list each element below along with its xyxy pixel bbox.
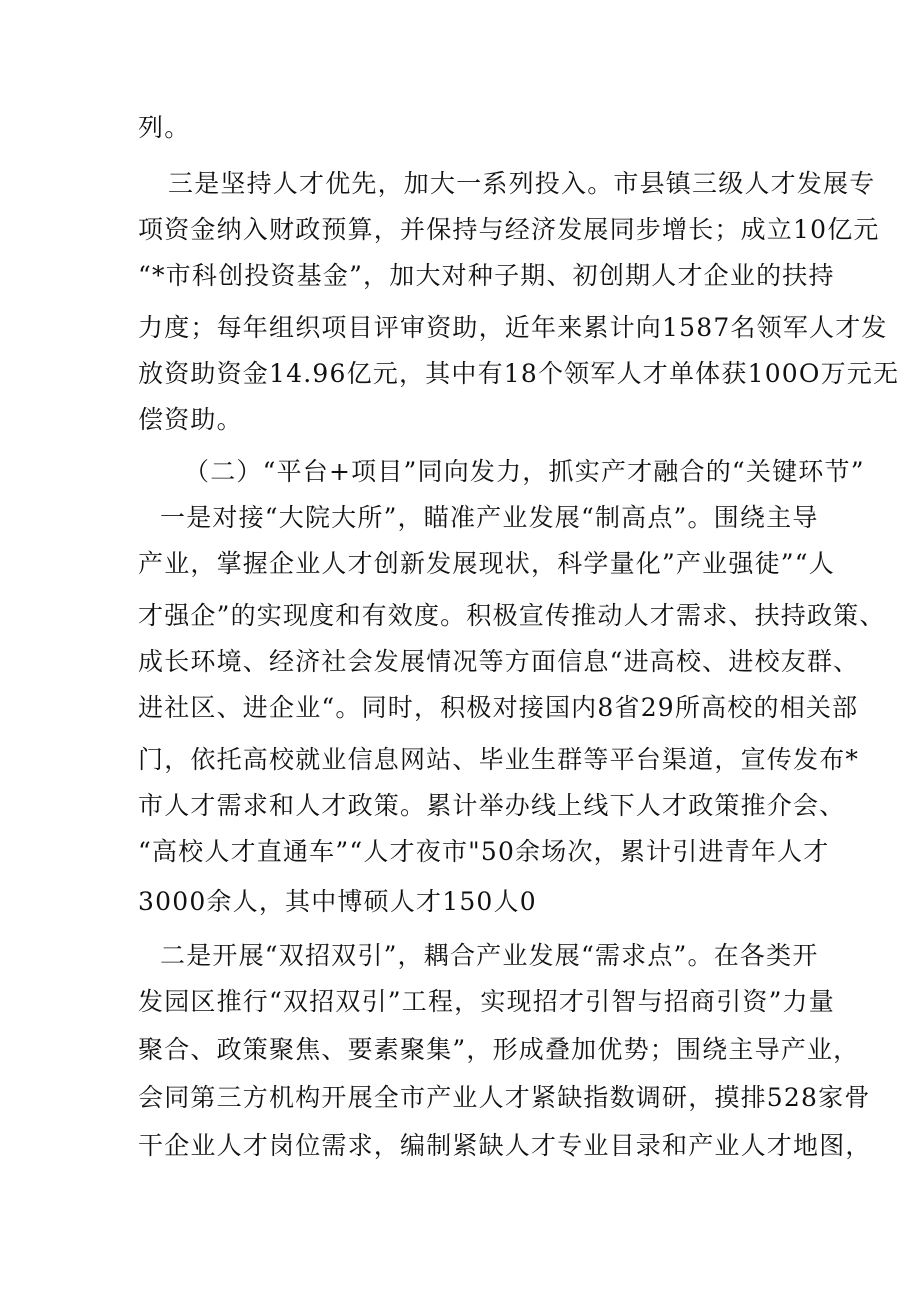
- text-line-14: 门，依托高校就业信息网站、毕业生群等平台渠道，宣传发布*: [138, 745, 860, 774]
- text-line-15: 市人才需求和人才政策。累计举办线上线下人才政策推介会、: [138, 791, 846, 820]
- text-line-13: 进社区、进企业“。同时，积极对接国内8省29所高校的相关部: [138, 693, 859, 722]
- text-line-11: 才强企”的实现度和有效度。积极宣传推动人才需求、扶持政策、: [138, 601, 886, 630]
- text-line-17: 3000余人，其中博硕人才150人0: [138, 887, 537, 916]
- text-line-20: 聚合、政策聚焦、要素聚集”，形成叠加优势；围绕主导产业，: [138, 1035, 860, 1064]
- text-line-16: “高校人才直通车”“人才夜市"50余场次，累计引进青年人才: [138, 837, 830, 866]
- text-line-2: 三是坚持人才优先，加大一系列投入。市县镇三级人才发展专: [168, 169, 876, 198]
- text-line-6: 放资助资金14.96亿元，其中有18个领军人才单体获100O万元无: [138, 359, 900, 388]
- text-line-3: 项资金纳入财政预算，并保持与经济发展同步增长；成立10亿元: [138, 215, 880, 244]
- text-line-22: 干企业人才岗位需求，编制紧缺人才专业目录和产业人才地图，: [138, 1131, 872, 1160]
- text-line-18: 二是开展“双招双引”，耦合产业发展“需求点”。在各类开: [160, 941, 819, 970]
- text-line-4: “*市科创投资基金”，加大对种子期、初创期人才企业的扶持: [138, 261, 835, 290]
- section-heading: （二）“平台+项目”同向发力，抓实产才融合的“关键环节”: [184, 457, 865, 486]
- text-line-21: 会同第三方机构开展全市产业人才紧缺指数调研，摸排528家骨: [138, 1083, 871, 1112]
- text-line-10: 产业，掌握企业人才创新发展现状，科学量化”产业强徒”“人: [138, 549, 835, 578]
- text-line-7: 偿资助。: [138, 405, 243, 434]
- text-line-9: 一是对接“大院大所”，瞄准产业发展“制高点”。围绕主导: [160, 503, 819, 532]
- text-line-1: 列。: [138, 113, 191, 142]
- text-line-19: 发园区推行“双招双引”工程，实现招才引智与招商引资”力量: [138, 987, 835, 1016]
- text-line-5: 力度；每年组织项目评审资助，近年来累计向1587名领军人才发: [138, 313, 888, 342]
- text-line-12: 成长环境、经济社会发展情况等方面信息“进高校、进校友群、: [138, 647, 860, 676]
